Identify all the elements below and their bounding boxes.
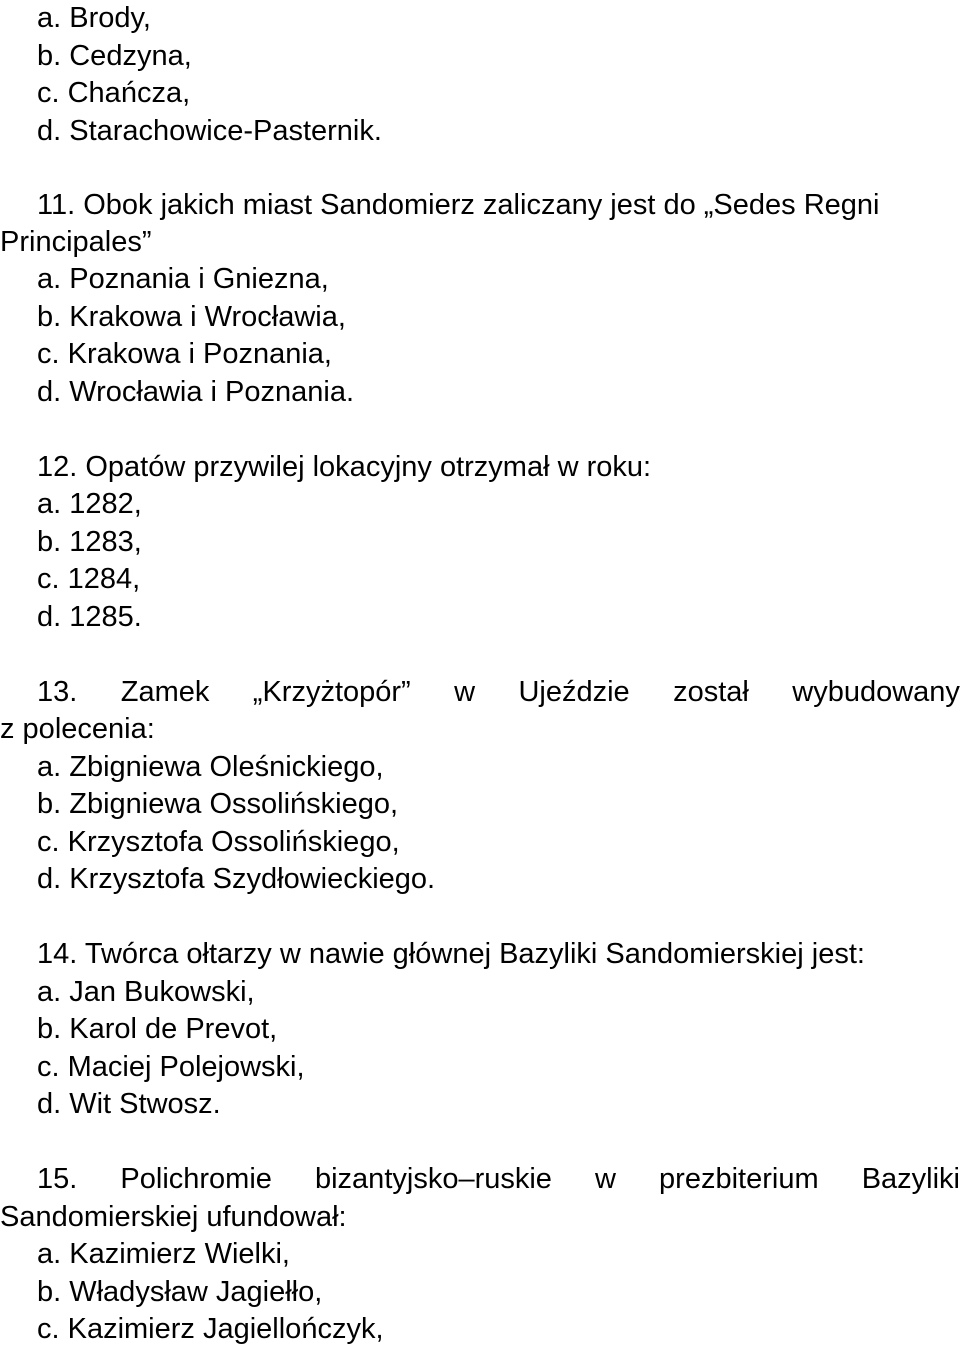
question-14-text: 14. Twórca ołtarzy w nawie głównej Bazyliki Sandomierskiej jest: <box>37 938 865 970</box>
q15-word: Polichromie <box>120 1163 272 1195</box>
q12-option-a: a. 1282, <box>37 488 142 520</box>
q13-word: Ujeździe <box>518 676 630 708</box>
q12-option-b: b. 1283, <box>37 526 142 558</box>
prev-option-b: b. Cedzyna, <box>37 40 192 72</box>
q14-option-d: d. Wit Stwosz. <box>37 1088 221 1120</box>
q12-option-c: c. 1284, <box>37 563 141 595</box>
q15-word: prezbiterium <box>659 1163 819 1195</box>
prev-option-a: a. Brody, <box>37 2 151 34</box>
q13-word: „Krzyżtopór” <box>252 676 411 708</box>
q13-word: 13. <box>37 676 78 708</box>
q11-option-c: c. Krakowa i Poznania, <box>37 338 332 370</box>
q15-word: w <box>595 1163 616 1195</box>
q13-option-c: c. Krzysztofa Ossolińskiego, <box>37 826 400 858</box>
q15-option-a: a. Kazimierz Wielki, <box>37 1238 290 1270</box>
question-12-text: 12. Opatów przywilej lokacyjny otrzymał w roku: <box>37 451 652 483</box>
prev-option-d: d. Starachowice-Pasternik. <box>37 115 382 147</box>
q13-word: wybudowany <box>792 676 960 708</box>
q15-word: bizantyjsko–ruskie <box>314 1163 552 1195</box>
q15-option-c: c. Kazimierz Jagiellończyk, <box>37 1313 384 1345</box>
q13-word: Zamek <box>120 676 210 708</box>
question-13-text <box>37 673 960 711</box>
question-11-text: 11. Obok jakich miast Sandomierz zaliczany jest do „Sedes Regni <box>37 189 880 221</box>
q12-option-d: d. 1285. <box>37 601 142 633</box>
question-11-text-cont: Principales” <box>0 226 152 258</box>
q13-option-a: a. Zbigniewa Oleśnickiego, <box>37 751 384 783</box>
q13-word: został <box>673 676 749 708</box>
q15-word: Bazyliki <box>861 1163 960 1195</box>
q11-option-d: d. Wrocławia i Poznania. <box>37 376 355 408</box>
q14-option-a: a. Jan Bukowski, <box>37 976 255 1008</box>
question-15-text-cont: Sandomierskiej ufundował: <box>0 1201 347 1233</box>
q15-word: 15. <box>37 1163 78 1195</box>
q14-option-c: c. Maciej Polejowski, <box>37 1051 305 1083</box>
q13-option-b: b. Zbigniewa Ossolińskiego, <box>37 788 399 820</box>
question-15-text <box>37 1160 960 1198</box>
q11-option-a: a. Poznania i Gniezna, <box>37 263 329 295</box>
q14-option-b: b. Karol de Prevot, <box>37 1013 278 1045</box>
q11-option-b: b. Krakowa i Wrocławia, <box>37 301 346 333</box>
q15-option-b: b. Władysław Jagiełło, <box>37 1276 323 1308</box>
q13-option-d: d. Krzysztofa Szydłowieckiego. <box>37 863 436 895</box>
prev-option-c: c. Chańcza, <box>37 77 191 109</box>
q13-word: w <box>454 676 476 708</box>
question-13-text-cont: z polecenia: <box>0 713 155 745</box>
